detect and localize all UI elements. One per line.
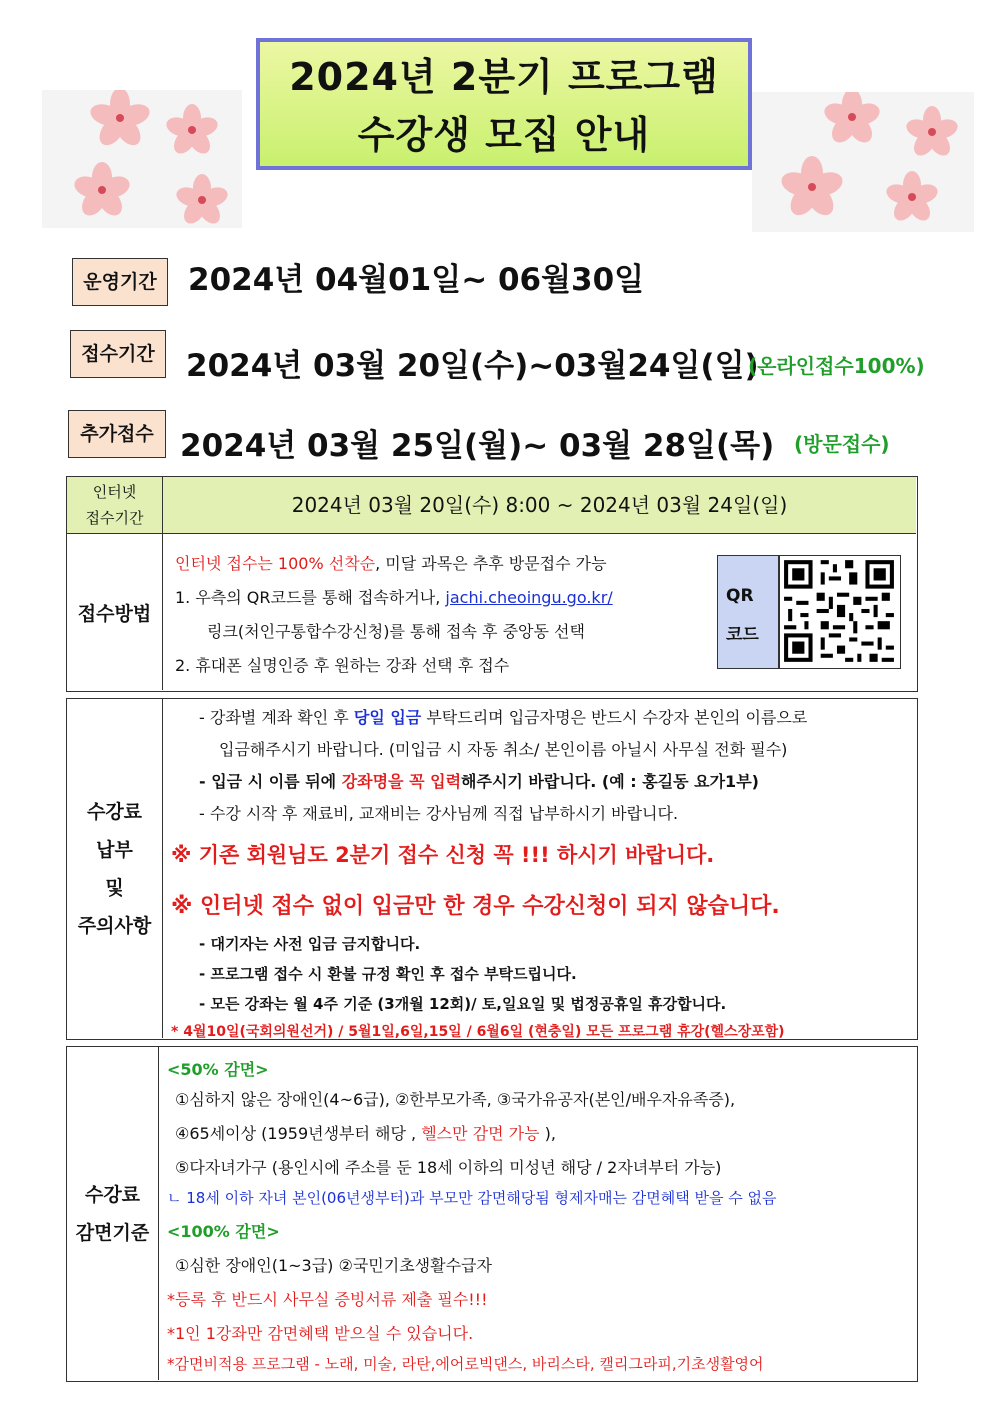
- discount-line-4: ㄴ 18세 이하 자녀 본인(06년생부터)과 부모만 감면해당됨 형제자매는 감면혜택 받을 수 없음: [167, 1189, 777, 1207]
- discount-health-only: 헬스만 감면 가능: [421, 1124, 540, 1143]
- internet-period-value: 2024년 03월 20일(수) 8:00 ~ 2024년 03월 24일(일): [291, 493, 788, 517]
- flower-decoration-left: [42, 90, 242, 228]
- payment-line-3: [199, 769, 759, 792]
- method-label: 접수방법: [67, 534, 163, 690]
- discount-remark-2: *1인 1강좌만 감면혜택 받으실 수 있습니다.: [167, 1324, 474, 1343]
- payment-line-1: [199, 705, 807, 728]
- registration-table: [66, 476, 918, 692]
- discount-100-heading: <100% 감면>: [167, 1222, 280, 1241]
- qr-label-line-1: QR: [726, 586, 754, 606]
- method-line-2-text: 1. 우측의 QR코드를 통해 접속하거나,: [175, 588, 446, 607]
- title-box: [256, 38, 752, 170]
- payment-line-5: - 대기자는 사전 입금 금지합니다.: [199, 935, 421, 953]
- discount-remark-3: *감면비적용 프로그램 - 노래, 미술, 라탄,에어로빅댄스, 바리스타, 캘리그라피,기초생활영어: [167, 1355, 764, 1373]
- payment-label-4: 주의사항: [77, 914, 152, 937]
- qr-code-image[interactable]: [779, 555, 901, 669]
- warning-2: ※ 인터넷 접수 없이 입금만 한 경우 수강신청이 되지 않습니다.: [171, 894, 780, 919]
- payment-line-3c: 해주시기 바랍니다. (예 : 홍길동 요가1부): [461, 772, 759, 791]
- discount-table: [66, 1046, 918, 1382]
- discount-label: [67, 1047, 159, 1380]
- internet-label-line-1: 인터넷: [92, 483, 137, 501]
- method-line-2: [175, 585, 613, 608]
- internet-period-row: [67, 477, 916, 534]
- additional-registration-text: 2024년 03월 25일(월)~ 03월 28일(목): [180, 428, 775, 464]
- payment-same-day: 당일 입금: [353, 708, 422, 727]
- method-line-3: 링크(처인구통합수강신청)를 통해 접속 후 중앙동 선택: [207, 622, 585, 641]
- operation-period-text: 2024년 04월01일~ 06월30일: [188, 262, 645, 298]
- discount-line-2: [175, 1121, 556, 1144]
- internet-period-label: [67, 477, 163, 533]
- tag-registration-period: 접수기간: [70, 330, 166, 378]
- method-line-1-rest: , 미달 과목은 추후 방문접수 가능: [375, 554, 607, 573]
- discount-line-2c: ),: [539, 1124, 556, 1143]
- method-line-1: [175, 551, 607, 574]
- method-first-come: 인터넷 접수는 100% 선착순: [175, 554, 376, 573]
- discount-line-1: ①심하지 않은 장애인(4~6급), ②한부모가족, ③국가유공자(본인/배우자유족증),: [175, 1090, 736, 1109]
- discount-label-1: 수강료: [84, 1183, 141, 1206]
- discount-line-5: ①심한 장애인(1~3급) ②국민기초생활수급자: [175, 1256, 492, 1275]
- payment-line-4: - 수강 시작 후 재료비, 교재비는 강사님께 직접 납부하시기 바랍니다.: [199, 804, 679, 823]
- registration-period-text: 2024년 03월 20일(수)~03월24일(일): [186, 348, 759, 384]
- tag-operation-period: 운영기간: [72, 258, 168, 306]
- warning-1: ※ 기존 회원님도 2분기 접수 신청 꼭 !!! 하시기 바랍니다.: [171, 843, 715, 867]
- holiday-notice: * 4월10일(국회의원선거) / 5월1일,6일,15일 / 6월6일 (현충일) 모든 프로그램 휴강(헬스장포함): [171, 1024, 785, 1040]
- additional-registration-note: (방문접수): [794, 432, 890, 456]
- registration-note: (온라인접수100%): [748, 354, 925, 378]
- payment-table: [66, 698, 918, 1040]
- discount-line-3: ⑤다자녀가구 (용인시에 주소를 둔 18세 이하의 미성년 해당 / 2자녀부터 가능): [175, 1158, 722, 1177]
- flower-decoration-right: [752, 92, 974, 232]
- payment-line-6: - 프로그램 접수 시 환불 규정 확인 후 접수 부탁드립니다.: [199, 965, 577, 983]
- payment-line-7: - 모든 강좌는 월 4주 기준 (3개월 12회)/ 토,일요일 및 법정공휴일 휴강합니다.: [199, 995, 727, 1013]
- internet-label-line-2: 접수기간: [85, 509, 144, 527]
- payment-line-1a: - 강좌별 계좌 확인 후: [199, 708, 354, 727]
- qr-label-box: [717, 555, 779, 669]
- payment-label: [67, 699, 163, 1038]
- payment-line-3a: - 입금 시 이름 뒤에: [199, 772, 342, 791]
- discount-label-2: 감면기준: [75, 1221, 150, 1244]
- method-link[interactable]: jachi.cheoingu.go.kr/: [445, 588, 613, 607]
- title-line-2: 수강생 모집 안내: [357, 113, 651, 157]
- qr-label-line-2: 코드: [726, 625, 759, 645]
- payment-label-3: 및: [105, 876, 124, 899]
- method-line-4: 2. 휴대폰 실명인증 후 원하는 강좌 선택 후 접수: [175, 656, 510, 675]
- discount-50-heading: <50% 감면>: [167, 1060, 269, 1079]
- title-line-1: 2024년 2분기 프로그램: [289, 55, 719, 99]
- payment-label-2: 납부: [96, 838, 133, 861]
- tag-additional-registration: 추가접수: [68, 410, 166, 458]
- payment-line-2: 입금해주시기 바랍니다. (미입금 시 자동 취소/ 본인이름 아닐시 사무실 전화 필수): [219, 740, 788, 759]
- discount-line-2a: ④65세이상 (1959년생부터 해당 ,: [175, 1124, 422, 1143]
- discount-remark-1: *등록 후 반드시 사무실 증빙서류 제출 필수!!!: [167, 1290, 488, 1309]
- payment-course-name: 강좌명을 꼭 입력: [341, 772, 462, 791]
- payment-line-1c: 부탁드리며 입금자명은 반드시 수강자 본인의 이름으로: [421, 708, 808, 727]
- payment-label-1: 수강료: [86, 800, 143, 823]
